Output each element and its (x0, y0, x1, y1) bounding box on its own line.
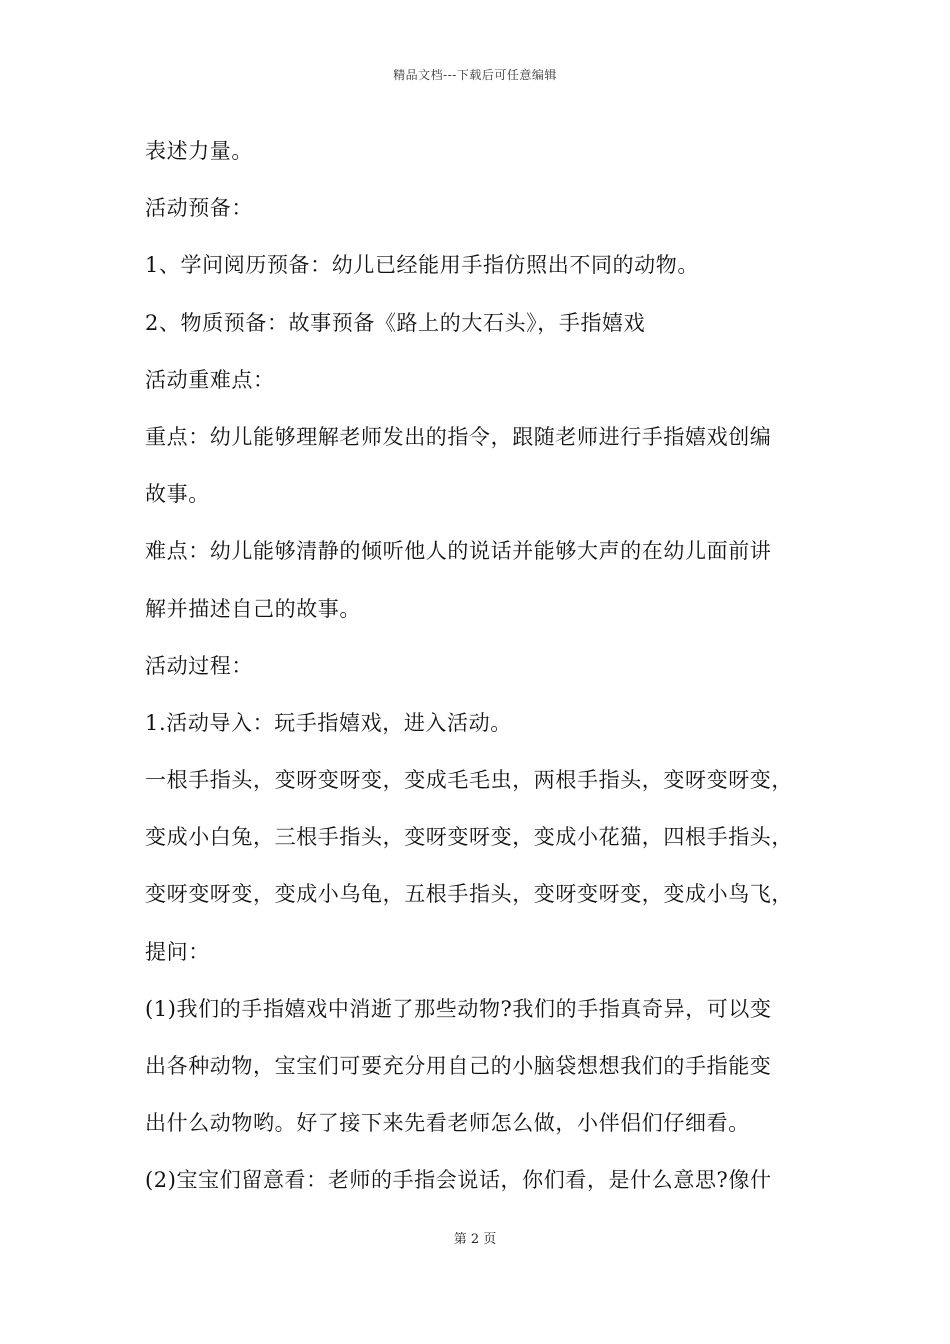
paragraph-line: 表述力量。 (145, 139, 253, 163)
paragraph-line: 变成小白兔，三根手指头，变呀变呀变，变成小花猫，四根手指头， (145, 825, 793, 850)
paragraph-line: 2、物质预备：故事预备《路上的大石头》，手指嬉戏 (145, 310, 646, 335)
page-number: 第 2 页 (453, 1232, 497, 1247)
paragraph-line: 难点：幼儿能够清静的倾听他人的说话并能够大声的在幼儿面前讲 (145, 539, 772, 564)
paragraph-line: (2)宝宝们留意看：老师的手指会说话，你们看，是什么意思?像什 (145, 1168, 772, 1193)
paragraph-line: 活动重难点： (145, 367, 275, 392)
paragraph-line: 活动预备： (145, 196, 253, 221)
paragraph-line: 故事。 (145, 482, 210, 507)
paragraph-line: 提问： (145, 939, 210, 964)
paragraph-line: 一根手指头，变呀变呀变，变成毛毛虫，两根手指头，变呀变呀变， (145, 768, 793, 793)
paragraph-line: 活动过程： (145, 653, 253, 678)
body-text (145, 134, 815, 1221)
paragraph-line: 解并描述自己的故事。 (145, 596, 361, 621)
page-header: 精品文档---下载后可任意编辑 (393, 68, 557, 82)
paragraph-line: 重点：幼儿能够理解老师发出的指令，跟随老师进行手指嬉戏创编 (145, 424, 772, 449)
paragraph-line: 变呀变呀变，变成小乌龟，五根手指头，变呀变呀变，变成小鸟飞， (145, 882, 793, 907)
paragraph-line: (1)我们的手指嬉戏中消逝了那些动物?我们的手指真奇异，可以变 (145, 996, 772, 1021)
paragraph-line: 1.活动导入：玩手指嬉戏，进入活动。 (145, 710, 512, 735)
paragraph-line: 出各种动物，宝宝们可要充分用自己的小脑袋想想我们的手指能变 (145, 1054, 772, 1078)
paragraph-line: 1、学问阅历预备：幼儿已经能用手指仿照出不同的动物。 (145, 253, 699, 278)
paragraph-line: 出什么动物哟。好了接下来先看老师怎么做，小伴侣们仔细看。 (145, 1111, 750, 1136)
